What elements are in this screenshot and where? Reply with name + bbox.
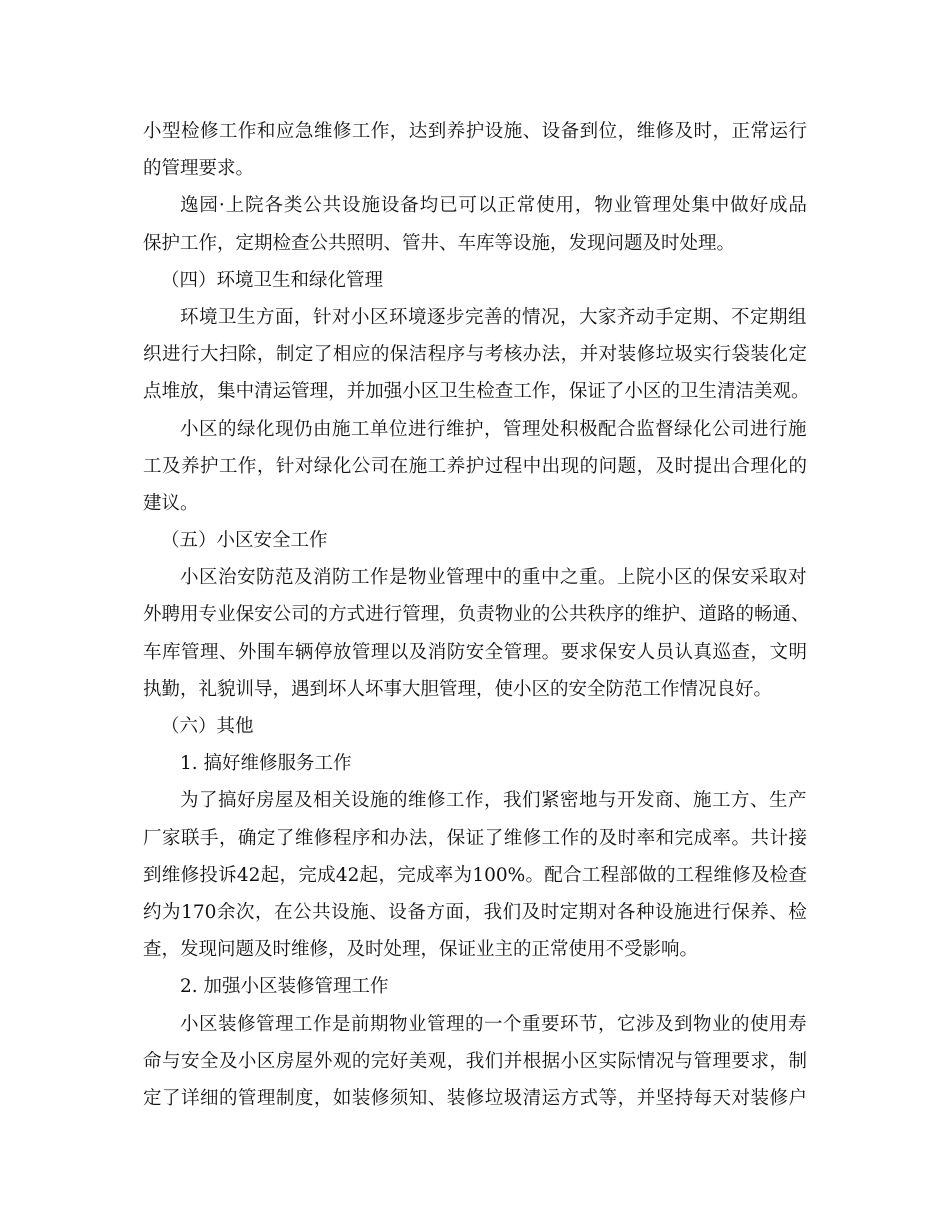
text-line: 逸 园 · 上 院 各 类 公 共 设 施 设 备 均 已 可 以 正 常 使 用 ， 物 业 管 理 处 集 中 做 好 成 品 [180, 195, 807, 217]
text-line: 为 了 搞 好 房 屋 及 相 关 设 施 的 维 修 工 作 ， 我 们 紧 密 地 与 开 发 商 、 施 工 方 、 生 产 [180, 790, 807, 812]
text-line: 执勤，礼貌训导，遇到坏人坏事大胆管理，使小区的安全防范工作情况良好。 [143, 678, 773, 700]
text-line: 的管理要求。 [143, 158, 255, 180]
text-line: 织 进 行 大 扫 除 ， 制 定 了 相 应 的 保 洁 程 序 与 考 核 办 法 ， 并 对 装 修 垃 圾 实 行 袋 装 化 定 [143, 344, 807, 366]
text-line: 小 区 的 绿 化 现 仍 由 施 工 单 位 进 行 维 护 ， 管 理 处 积 极 配 合 监 督 绿 化 公 司 进 行 施 [180, 418, 807, 440]
text-line: 外 聘 用 专 业 保 安 公 司 的 方 式 进 行 管 理 ， 负 责 物 业 的 公 共 秩 序 的 维 护 、 道 路 的 畅 通 、 [143, 604, 810, 626]
text-line: 约 为 170 余 次 ， 在 公 共 设 施 、 设 备 方 面 ， 我 们 及 时 定 期 对 各 种 设 施 进 行 保 养 、 检 [143, 901, 807, 923]
text-line: 建议。 [143, 492, 199, 514]
document-body [143, 113, 810, 1117]
text-line: 小 型 检 修 工 作 和 应 急 维 修 工 作 ， 达 到 养 护 设 施 、 设 备 到 位 ， 维 修 及 时 ， 正 常 运 行 [143, 121, 807, 142]
text-line: 厂 家 联 手 ， 确 定 了 维 修 程 序 和 办 法 ， 保 证 了 维 修 工 作 的 及 时 率 和 完 成 率 。 共 计 接 [143, 827, 807, 849]
text-line: 工 及 养 护 工 作 ， 针 对 绿 化 公 司 在 施 工 养 护 过 程 中 出 现 的 问 题 ， 及 时 提 出 合 理 化 的 [143, 455, 807, 477]
text-line: 保护工作，定期检查公共照明、管井、车库等设施，发现问题及时处理。 [143, 232, 736, 254]
section-heading: （四）环境卫生和绿化管理 [161, 269, 384, 291]
section-heading: 2. 加强小区装修管理工作 [180, 976, 389, 998]
text-line: 点 堆 放 ， 集 中 清 运 管 理 ， 并 加 强 小 区 卫 生 检 查 工 作 ， 保 证 了 小 区 的 卫 生 清 洁 美 观 。 [143, 381, 810, 403]
text-line: 命 与 安 全 及 小 区 房 屋 外 观 的 完 好 美 观 ， 我 们 并 根 据 小 区 实 际 情 况 与 管 理 要 求 ， 制 [143, 1050, 807, 1072]
text-line: 车 库 管 理 、 外 围 车 辆 停 放 管 理 以 及 消 防 安 全 管 理 。 要 求 保 安 人 员 认 真 巡 查 ， 文 明 [143, 641, 807, 663]
section-heading: 1. 搞好维修服务工作 [180, 753, 352, 775]
text-line: 小 区 治 安 防 范 及 消 防 工 作 是 物 业 管 理 中 的 重 中 之 重 。 上 院 小 区 的 保 安 采 取 对 [180, 567, 807, 589]
section-heading: （六）其他 [161, 716, 254, 737]
text-line: 定 了 详 细 的 管 理 制 度 ， 如 装 修 须 知 、 装 修 垃 圾 清 运 方 式 等 ， 并 坚 持 每 天 对 装 修 户 [143, 1087, 807, 1109]
section-heading: （五）小区安全工作 [161, 530, 328, 552]
text-line: 环 境 卫 生 方 面 ， 针 对 小 区 环 境 逐 步 完 善 的 情 况 ， 大 家 齐 动 手 定 期 、 不 定 期 组 [180, 306, 807, 328]
text-line: 小 区 装 修 管 理 工 作 是 前 期 物 业 管 理 的 一 个 重 要 环 节 ， 它 涉 及 到 物 业 的 使 用 寿 [180, 1013, 807, 1035]
text-line: 查，发现问题及时维修，及时处理，保证业主的正常使用不受影响。 [143, 939, 699, 961]
text-line: 到 维 修 投 诉 42 起 ， 完 成 42 起 ， 完 成 率 为 100% 。 配 合 工 程 部 做 的 工 程 维 修 及 检 查 [143, 864, 807, 886]
